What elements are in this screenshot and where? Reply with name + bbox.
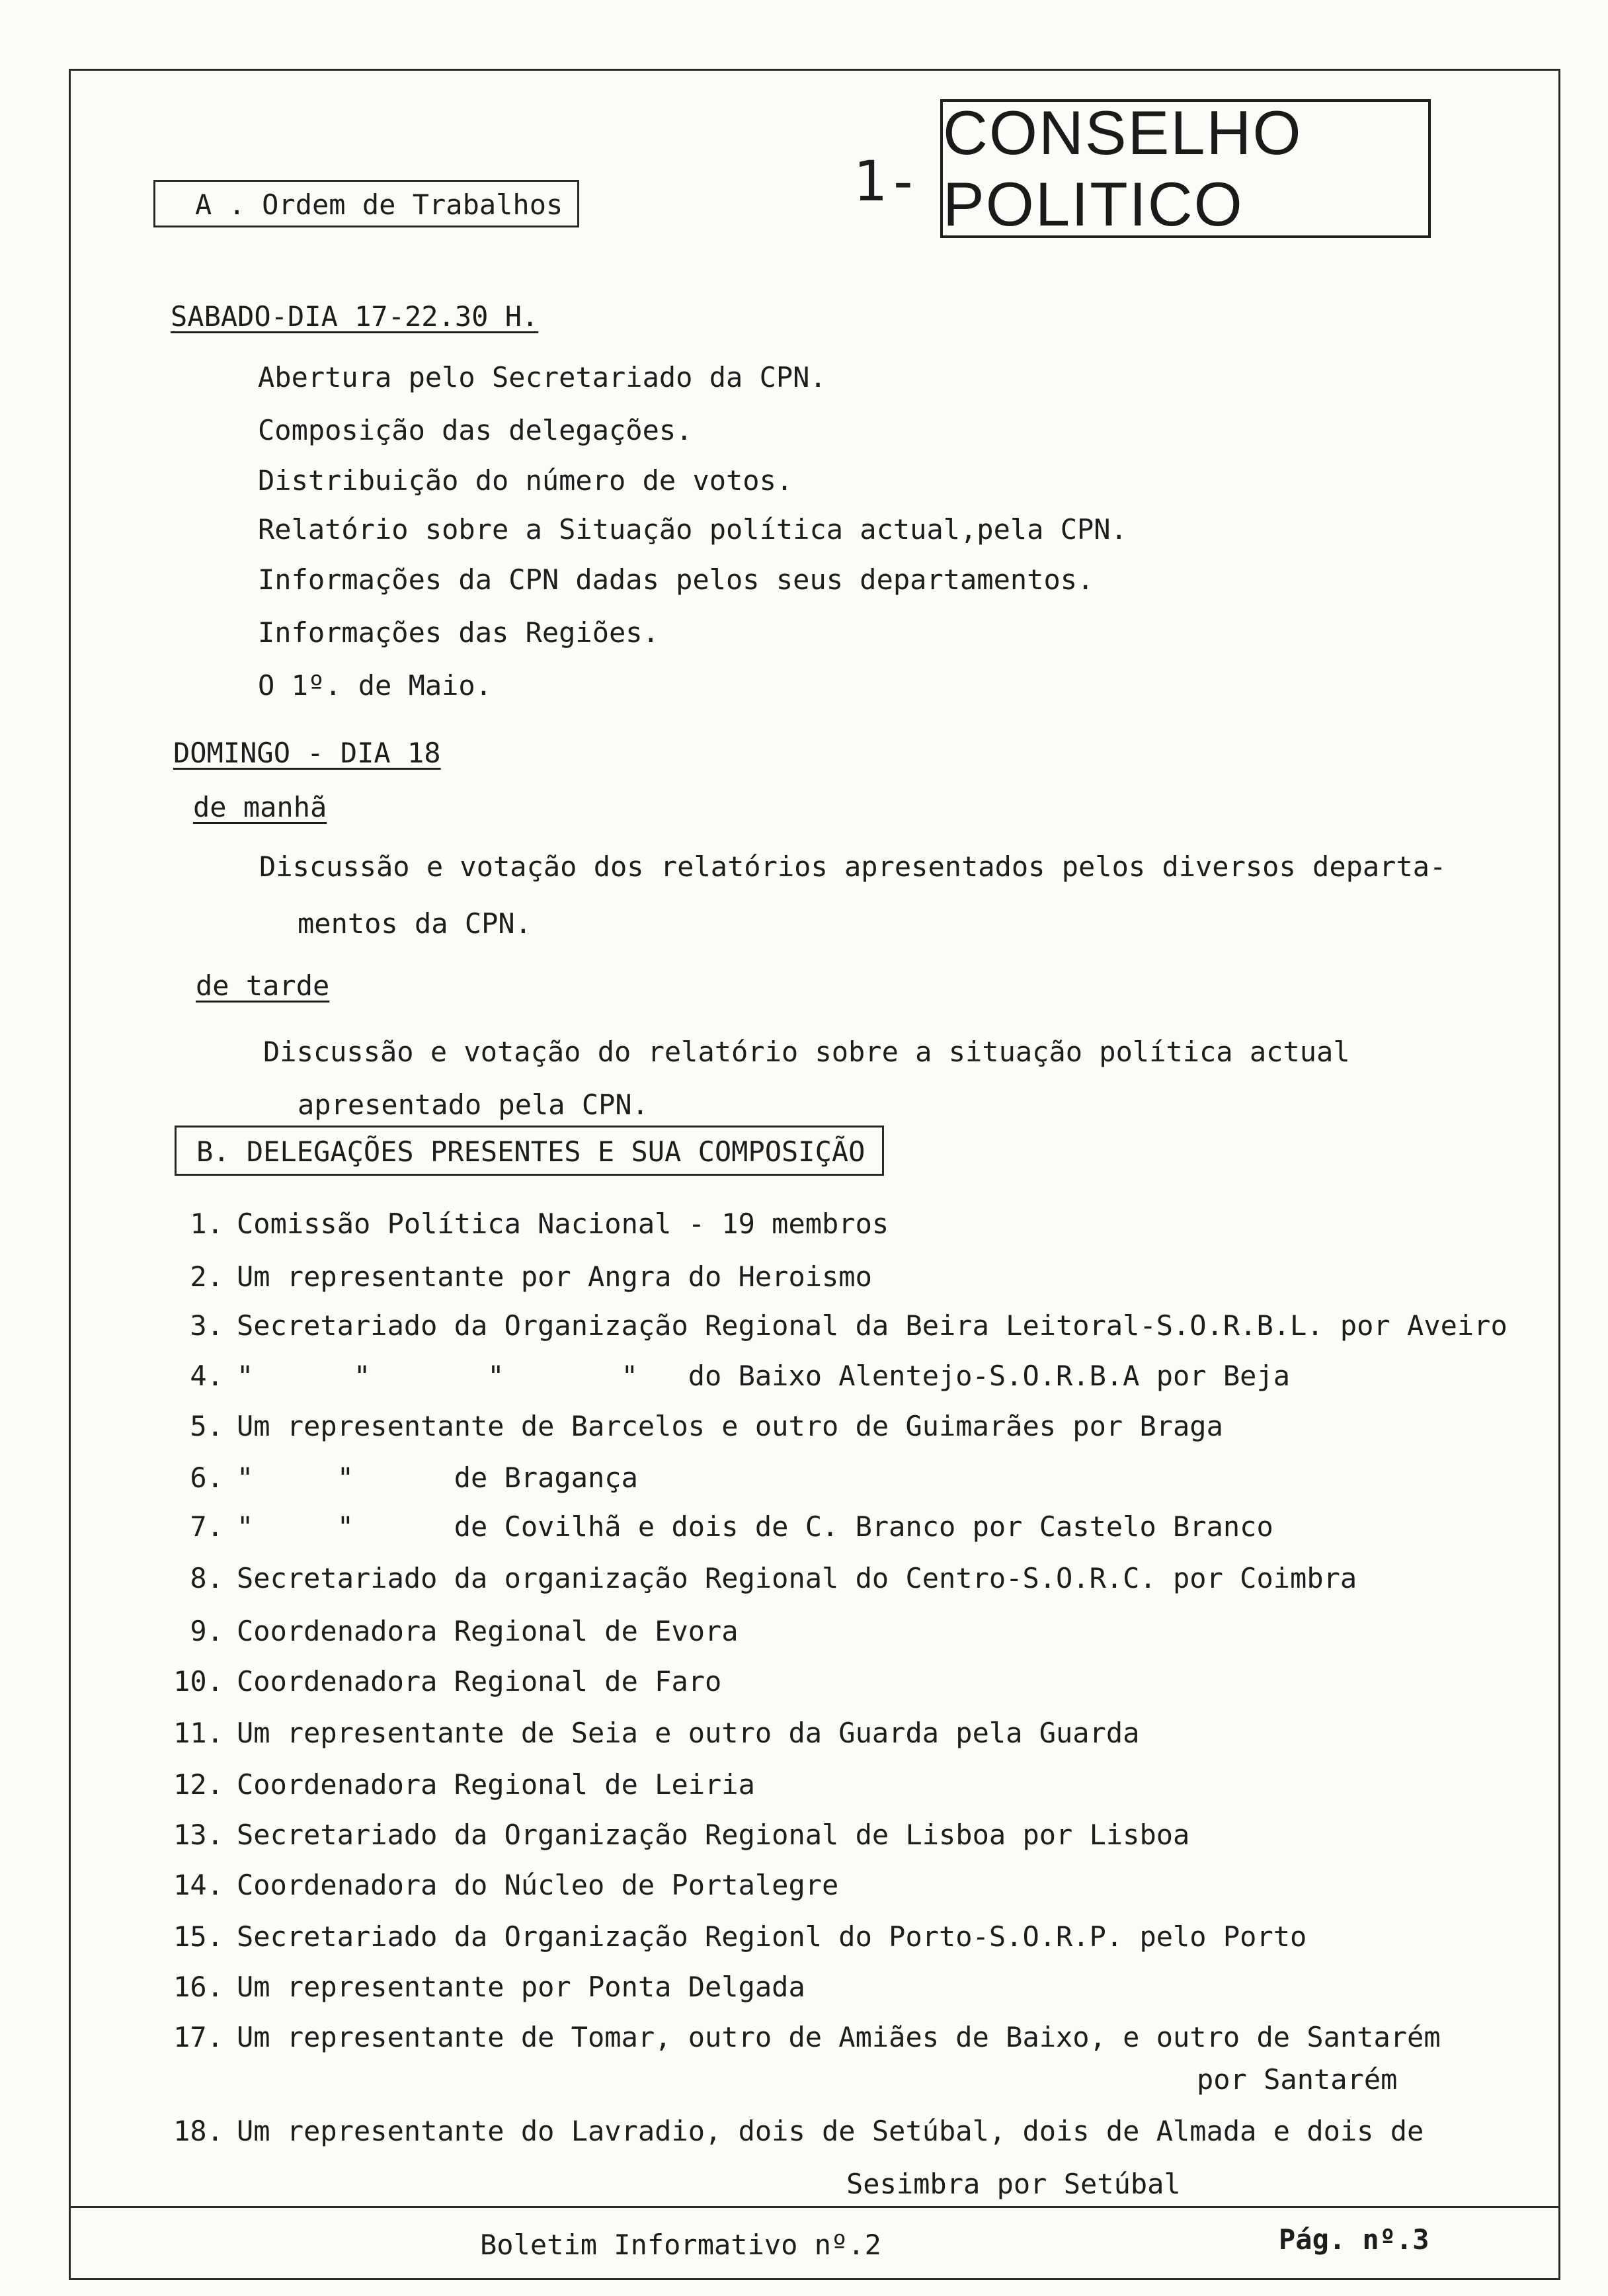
sunday-heading: DOMINGO - DIA 18 (173, 737, 441, 769)
morning-text-cont: mentos da CPN. (298, 907, 532, 940)
delegation-item: 16. Um representante por Ponta Delgada (173, 1971, 805, 2003)
agenda-item: Distribuição do número de votos. (258, 464, 793, 497)
page-marker: 1- (853, 149, 920, 214)
agenda-item: Relatório sobre a Situação política actual,pela CPN. (258, 513, 1127, 546)
delegation-item: 4. " " " " do Baixo Alentejo-S.O.R.B.A por Beja (190, 1360, 1291, 1392)
footer-page-number: Pág. nº.3 (1279, 2223, 1429, 2256)
delegation-item: 2. Um representante por Angra do Heroismo (190, 1260, 872, 1293)
delegation-item: 5. Um representante de Barcelos e outro de Guimarães por Braga (190, 1410, 1223, 1442)
section-b-title: B. DELEGAÇÕES PRESENTES E SUA COMPOSIÇÃO (196, 1135, 865, 1168)
delegation-item: 3. Secretariado da Organização Regional da Beira Leitoral-S.O.R.B.L. por Aveiro (190, 1309, 1508, 1342)
delegation-item: 15. Secretariado da Organização Regionl do Porto-S.O.R.P. pelo Porto (173, 1920, 1307, 1953)
delegation-item: 17. Um representante de Tomar, outro de Amiães de Baixo, e outro de Santarém (173, 2021, 1441, 2053)
section-b-title-box (175, 1126, 884, 1176)
agenda-item: O 1º. de Maio. (258, 669, 493, 702)
delegation-item: 10. Coordenadora Regional de Faro (173, 1665, 722, 1698)
afternoon-text: Discussão e votação do relatório sobre a situação política actual (263, 1036, 1350, 1068)
footer-bulletin: Boletim Informativo nº.2 (480, 2229, 881, 2261)
delegation-item: 9. Coordenadora Regional de Evora (190, 1615, 739, 1647)
delegation-item: 1. Comissão Política Nacional - 19 membros (190, 1208, 889, 1240)
delegation-item-cont: Sesimbra por Setúbal (846, 2168, 1181, 2200)
delegation-item: 6. " " de Bragança (190, 1461, 638, 1494)
agenda-item: Abertura pelo Secretariado da CPN. (258, 361, 826, 393)
agenda-item: Informações das Regiões. (258, 616, 659, 649)
delegation-item: 13. Secretariado da Organização Regional de Lisboa por Lisboa (173, 1819, 1190, 1851)
delegation-item: 11. Um representante de Seia e outro da Guarda pela Guarda (173, 1717, 1140, 1749)
stamp-text: CONSELHO POLITICO (943, 98, 1303, 239)
saturday-heading: SABADO-DIA 17-22.30 H. (171, 300, 539, 333)
delegation-item: 12. Coordenadora Regional de Leiria (173, 1768, 755, 1801)
delegation-item-cont: por Santarém (1197, 2063, 1398, 2096)
section-a-title-box (153, 180, 579, 227)
afternoon-label: de tarde (196, 969, 330, 1002)
agenda-item: Composição das delegações. (258, 414, 693, 446)
morning-text: Discussão e votação dos relatórios apresentados pelos diversos departa- (259, 850, 1447, 883)
delegation-item: 14. Coordenadora do Núcleo de Portalegre (173, 1869, 839, 1901)
delegation-item: 18. Um representante do Lavradio, dois de Setúbal, dois de Almada e dois de (173, 2115, 1424, 2147)
footer-divider (69, 2206, 1559, 2208)
delegation-item: 8. Secretariado da organização Regional do Centro-S.O.R.C. por Coimbra (190, 1562, 1357, 1594)
afternoon-text-cont: apresentado pela CPN. (298, 1088, 649, 1121)
delegation-item: 7. " " de Covilhã e dois de C. Branco por Castelo Branco (190, 1510, 1273, 1543)
section-a-title: A . Ordem de Trabalhos (195, 188, 563, 221)
agenda-item: Informações da CPN dadas pelos seus departamentos. (258, 563, 1094, 596)
conselho-politico-stamp (940, 99, 1431, 238)
morning-label: de manhã (193, 791, 327, 823)
